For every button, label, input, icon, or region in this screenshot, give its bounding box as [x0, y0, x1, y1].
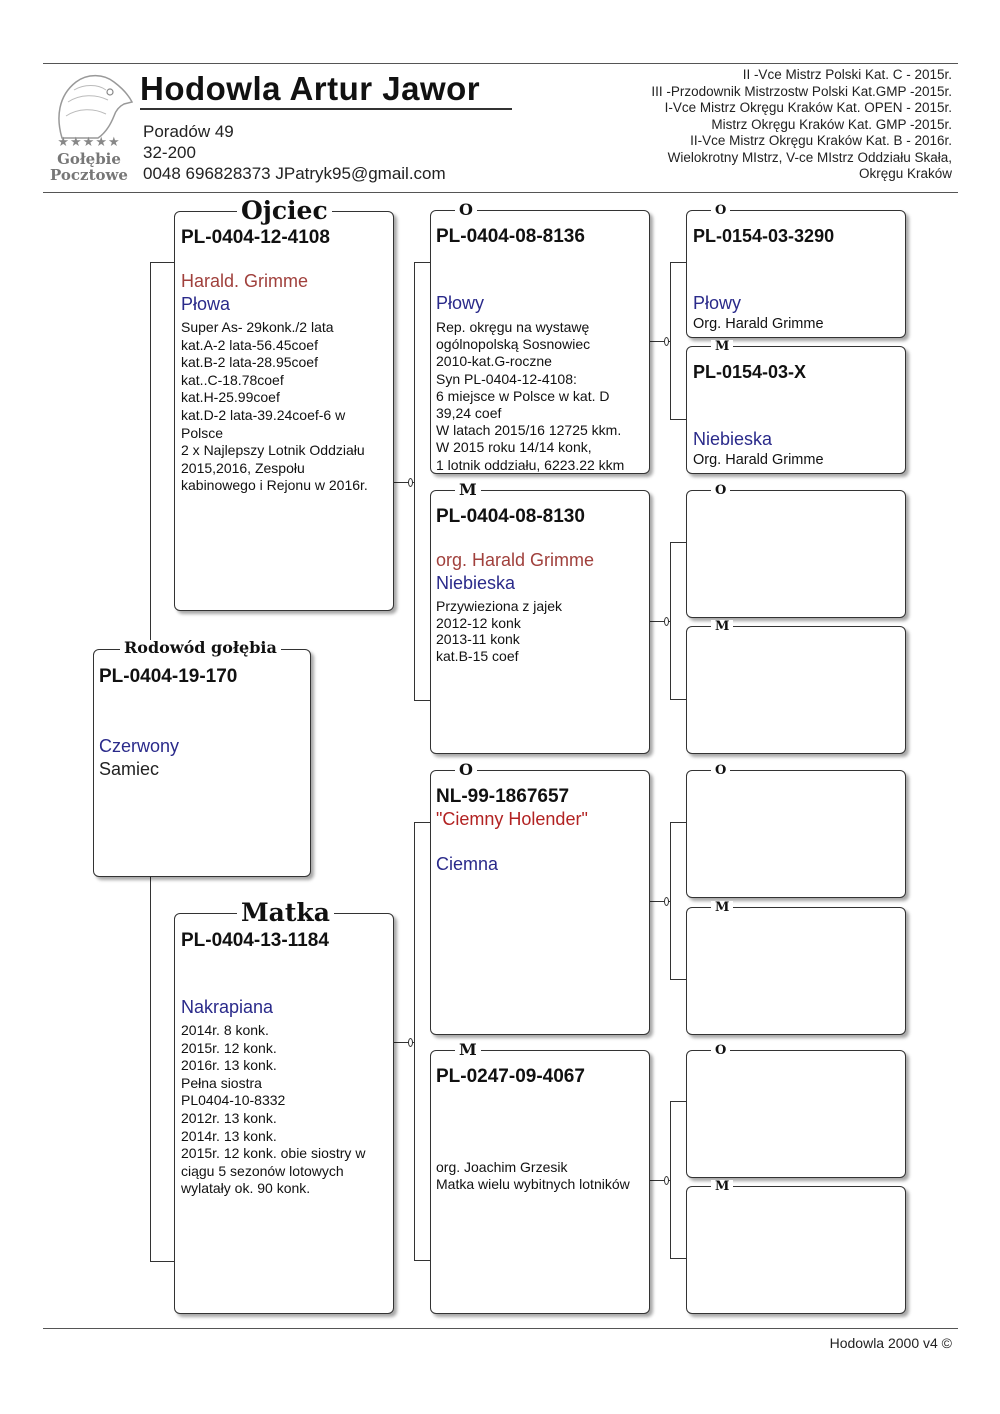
connector-dot — [664, 617, 669, 626]
gen3-label: M — [711, 1180, 733, 1193]
header-top-rule — [43, 63, 958, 64]
gen3-ring: PL-0154-03-3290 — [693, 226, 835, 246]
achievement-item: Wielokrotny MIstrz, V-ce MIstrz Oddziału Skała, — [667, 149, 952, 165]
gen3-color: Płowy — [693, 293, 742, 313]
pigeon-head-icon — [44, 68, 134, 140]
dam-dam-label: M — [455, 1042, 481, 1058]
sire-ring: PL-0404-12-4108 — [181, 227, 330, 248]
subject-sex: Samiec — [99, 759, 160, 779]
header-bottom-rule — [43, 192, 958, 193]
name-underline — [140, 108, 512, 110]
subject-label: Rodowód gołębia — [120, 640, 281, 656]
sire-sire-ring: PL-0404-08-8136 — [436, 226, 585, 247]
sire-color: Płowa — [181, 294, 231, 314]
logo — [44, 68, 134, 186]
gen3-label: O — [711, 1044, 730, 1057]
logo-text-1: Gołębie — [57, 150, 121, 168]
sire-label: Ojciec — [237, 198, 332, 223]
connector-dot — [664, 337, 669, 346]
sire-sire-description: Rep. okręgu na wystawę ogólnopolską Sosnowiec 2010-kat.G-roczne Syn PL-0404-12-4108: 6 miejsce w Polsce w kat. D 39,24 coef W latach 2015/16 12725 kkm. W 2015 roku 14/14 konk, 1 lotnik oddziału, 6223.22 kkm — [436, 319, 625, 473]
gen3-label: O — [711, 204, 730, 217]
dam-dam-description: org. Joachim Grzesik Matka wielu wybitnych lotników — [436, 1159, 630, 1192]
subject-ring: PL-0404-19-170 — [99, 666, 238, 687]
connector-gen3-1 — [670, 542, 687, 700]
gen3-color: Niebieska — [693, 429, 773, 449]
dam-sire-ring: NL-99-1867657 — [436, 786, 570, 807]
breeder-name: Hodowla Artur Jawor — [140, 70, 481, 107]
connector-dam-parents — [414, 822, 431, 1261]
sire-dam-card[interactable] — [430, 480, 650, 754]
connector-dot — [408, 478, 413, 487]
gen3-org: Org. Harald Grimme — [693, 316, 824, 332]
connector-dot — [664, 1176, 669, 1185]
gen3-card-2[interactable] — [686, 483, 906, 618]
dam-dam-card[interactable] — [430, 1040, 650, 1314]
gen3-label: O — [711, 484, 730, 497]
gen3-org: Org. Harald Grimme — [693, 452, 824, 468]
address-line-2: 32-200 — [143, 143, 196, 162]
sire-dam-name: org. Harald Grimme — [436, 550, 595, 570]
sire-dam-description: Przywieziona z jajek 2012-12 konk 2013-11 konk kat.B-15 coef — [436, 598, 563, 664]
contact-line: 0048 696828373 JPatryk95@gmail.com — [143, 164, 446, 183]
connector-subject-sire — [150, 262, 175, 650]
logo-text-2: Pocztowe — [50, 166, 128, 184]
achievements-list — [512, 67, 952, 183]
dam-sire-color: Ciemna — [436, 854, 499, 874]
achievement-item: II -Vce Mistrz Polski Kat. C - 2015r. — [742, 67, 952, 82]
dam-description: 2014r. 8 konk. 2015r. 12 konk. 2016r. 13 konk. Pełna siostra PL0404-10-8332 2012r. 13 konk. 2014r. 13 konk. 2015r. 12 konk. obie siostry w ciągu 5 sezonów lotowych wylatały ok. 90 konk. — [181, 1022, 366, 1197]
achievement-item: III -Przodownik Mistrzostw Polski Kat.GMP -2015r. — [651, 83, 952, 99]
sire-sire-card[interactable] — [430, 200, 650, 474]
connector-subject-dam — [150, 876, 175, 1262]
dam-label: Matka — [237, 900, 334, 925]
sire-card[interactable] — [174, 196, 394, 611]
dam-dam-ring: PL-0247-09-4067 — [436, 1066, 585, 1087]
sire-sire-color: Płowy — [436, 293, 485, 313]
gen3-label: O — [711, 764, 730, 777]
rating-stars: ★★★★★ — [57, 134, 121, 149]
sire-name: Harald. Grimme — [181, 271, 309, 291]
achievement-item: Mistrz Okręgu Kraków Kat. GMP -2015r. — [711, 116, 952, 132]
connector-gen3-0 — [670, 262, 687, 420]
dam-sire-label: O — [455, 762, 477, 778]
subject-color: Czerwony — [99, 736, 180, 756]
dam-color: Nakrapiana — [181, 997, 274, 1017]
achievement-item: Okręgu Kraków — [858, 166, 952, 181]
dam-sire-name: "Ciemny Holender" — [436, 809, 588, 829]
dam-ring: PL-0404-13-1184 — [181, 930, 329, 951]
sire-description: Super As- 29konk./2 lata kat.A-2 lata-56.45coef kat.B-2 lata-28.95coef kat..C-18.78coef kat.H-25.99coef kat.D-2 lata-39.24coef-6 w Polsce 2 x Najlepszy Lotnik Oddziału 2015,2016, Zespołu kabinowego i Rejonu w 2016r. — [181, 319, 368, 494]
achievement-item: I-Vce Mistrz Okręgu Kraków Kat. OPEN - 2015r. — [664, 100, 952, 115]
connector-sire-parents — [414, 262, 431, 701]
connector-gen3-2 — [670, 822, 687, 980]
gen3-card-6[interactable] — [686, 1043, 906, 1178]
gen3-card-1[interactable] — [686, 339, 906, 474]
connector-gen3-3 — [670, 1101, 687, 1259]
gen3-card-4[interactable] — [686, 763, 906, 898]
dam-sire-card[interactable] — [430, 760, 650, 1035]
gen3-card-3[interactable] — [686, 619, 906, 754]
gen3-ring: PL-0154-03-X — [693, 362, 807, 382]
gen3-card-5[interactable] — [686, 900, 906, 1035]
sire-dam-ring: PL-0404-08-8130 — [436, 506, 585, 527]
address-line-1: Poradów 49 — [143, 122, 234, 141]
sire-dam-label: M — [455, 482, 481, 498]
connector-dot — [664, 897, 669, 906]
subject-card[interactable] — [93, 638, 311, 877]
gen3-card-7[interactable] — [686, 1179, 906, 1314]
footer-rule — [43, 1328, 958, 1329]
footer-text: Hodowla 2000 v4 © — [829, 1335, 952, 1351]
sire-dam-color: Niebieska — [436, 573, 516, 593]
dam-card[interactable] — [174, 898, 394, 1314]
gen3-label: M — [711, 620, 733, 633]
gen3-label: M — [711, 901, 733, 914]
achievement-item: II-Vce Mistrz Okręgu Kraków Kat. B - 2016r. — [690, 133, 952, 148]
gen3-label: M — [711, 340, 733, 353]
gen3-card-0[interactable] — [686, 203, 906, 338]
connector-dot — [408, 1038, 413, 1047]
sire-sire-label: O — [455, 202, 477, 218]
